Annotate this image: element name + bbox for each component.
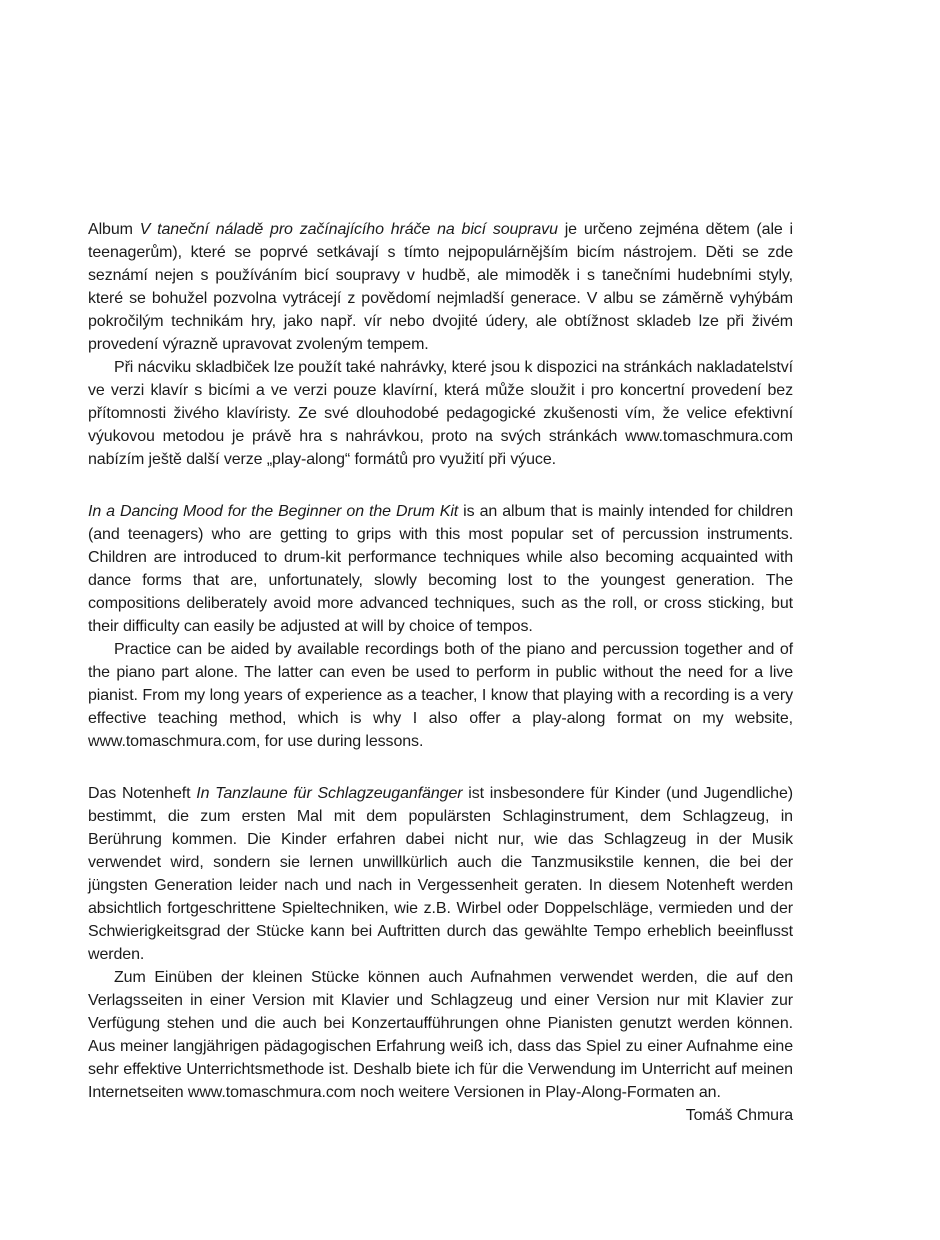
english-paragraph-1 [88,500,793,638]
german-paragraph-1 [88,782,793,966]
preface-text [88,218,793,1127]
text-run: Zum Einüben der kleinen Stücke können auch Aufnahmen verwendet werden, die auf den Verlagsseiten in einer Version mit Klavier und Schlagzeug und einer Version nur mit Klavier zur Verfügung stehen und die auch bei Konzertaufführungen ohne Pianisten genutzt werden können. Aus meiner langjährigen pädagogischen Erfahrung weiß ich, dass das Spiel zu einer Aufnahme eine sehr effektive Unterrichtsmethode ist. Deshalb biete ich für die Verwendung im Unterricht auf meinen Internetseiten www.tomaschmura.com noch weitere Versionen in Play-Along-Formaten an. [88,969,793,1101]
czech-paragraph-2 [88,356,793,471]
text-run: is an album that is mainly intended for children (and teenagers) who are getting to grips with this most popular set of percussion instruments. Children are introduced to drum-kit performance techniques while also becoming acquainted with dance forms that are, unfortunately, slowly becoming lost to the youngest generation. The compositions deliberately avoid more advanced techniques, such as the roll, or cross sticking, but their difficulty can easily be adjusted at will by choice of tempos. [88,503,793,635]
section-czech [88,218,793,471]
album-title-czech: V taneční náladě pro začínajícího hráče na bicí soupravu [139,221,558,238]
german-paragraph-2 [88,966,793,1104]
english-paragraph-2 [88,638,793,753]
album-title-german: In Tanzlaune für Schlagzeuganfänger [196,785,463,802]
czech-paragraph-1 [88,218,793,356]
text-run: Das Notenheft [88,785,197,802]
author-signature: Tomáš Chmura [685,1107,793,1124]
text-run: ist insbesondere für Kinder (und Jugendliche) bestimmt, die zum ersten Mal mit dem populärsten Schlaginstrument, dem Schlagzeug, in Berührung kommen. Die Kinder erfahren dabei nicht nur, wie das Schlagzeug in der Musik verwendet wird, sondern sie lernen unwillkürlich auch die Tanzmusikstile kennen, die bei der jüngsten Generation leider nach und nach in Vergessenheit geraten. In diesem Notenheft werden absichtlich fortgeschrittene Spieltechniken, wie z.B. Wirbel oder Doppelschläge, vermieden und der Schwierigkeitsgrad der Stücke kann bei Auftritten durch das gewählte Tempo erheblich beeinflusst werden. [88,785,793,963]
text-run: je určeno zejména dětem (ale i teenagerům), které se poprvé setkávají s tímto nejpopulárnějším bicím nástrojem. Děti se zde seznámí nejen s používáním bicí soupravy v hudbě, ale mimoděk i s tanečními hudebními styly, které se bohužel pozvolna vytrácejí z povědomí nejmladší generace. V albu se záměrně vyhýbám pokročilým technikám hry, jako např. vír nebo dvojité údery, ale obtížnost skladeb lze při živém provedení výrazně upravovat zvoleným tempem. [88,221,793,353]
text-run: Practice can be aided by available recordings both of the piano and percussion together and of the piano part alone. The latter can even be used to perform in public without the need for a live pianist. From my long years of experience as a teacher, I know that playing with a recording is a very effective teaching method, which is why I also offer a play-along format on my website, www.tomaschmura.com, for use during lessons. [88,641,793,750]
text-run: Album [88,221,140,238]
album-title-english: In a Dancing Mood for the Beginner on the Drum Kit [88,503,459,520]
section-german [88,782,793,1127]
text-run: Při nácviku skladbiček lze použít také nahrávky, které jsou k dispozici na stránkách nakladatelství ve verzi klavír s bicími a ve verzi pouze klavírní, která může sloužit i pro koncertní provedení bez přítomnosti živého klavíristy. Ze své dlouhodobé pedagogické zkušenosti vím, že velice efektivní výukovou metodou je právě hra s nahrávkou, proto na svých stránkách www.tomaschmura.com nabízím ještě další verze „play-along“ formátů pro využití při výuce. [88,359,793,468]
section-english [88,500,793,753]
